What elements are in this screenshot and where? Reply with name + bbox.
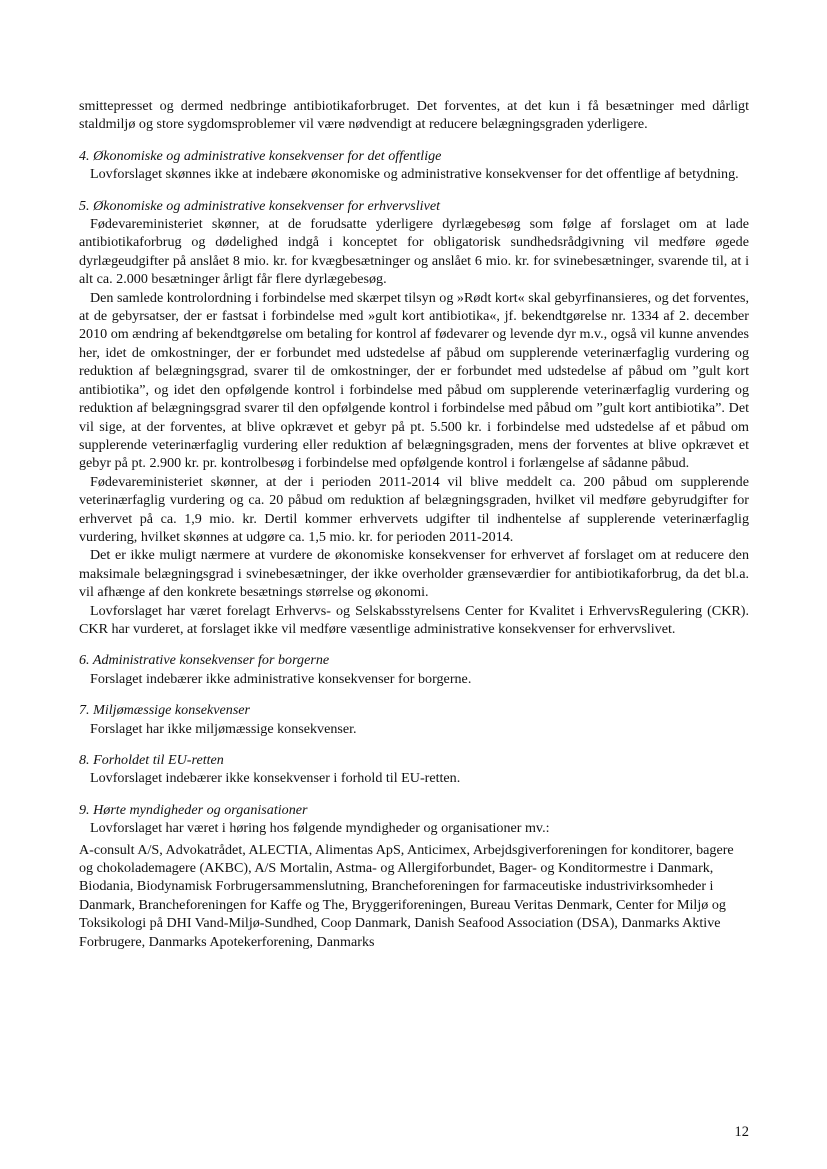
section-6-paragraph: Forslaget indebærer ikke administrative konsekvenser for borgerne.: [90, 670, 472, 687]
section-7-paragraph: Forslaget har ikke miljømæssige konsekvenser.: [90, 720, 357, 737]
section-heading-9: 9. Hørte myndigheder og organisationer: [79, 801, 308, 818]
section-5-paragraph-3: Fødevareministeriet skønner, at der i perioden 2011-2014 vil blive meddelt ca. 200 påbud om supplerende veterinærfaglig vurdering og ca. 20 påbud om reduktion af belægningsgraden, hvilket vil medføre gebyrudgifter for erhvervet på ca. 1,9 mio. kr. Dertil kommer erhvervets udgifter til indhentelse af supplerende veterinærfaglig vurdering, hvilket skønnes at udgøre ca. 1,5 mio. kr. for perioden 2011-2014.: [79, 473, 749, 545]
section-heading-6: 6. Administrative konsekvenser for borgerne: [79, 652, 330, 669]
intro-paragraph: smittepresset og dermed nedbringe antibiotikaforbruget. Det forventes, at det kun i få besætninger med dårligt staldmiljø og store sygdomsproblemer vil være nødvendigt at reducere belægningsgraden yderligere.: [79, 98, 749, 133]
section-heading-4: 4. Økonomiske og administrative konsekvenser for det offentlige: [79, 147, 442, 164]
section-4-paragraph: Lovforslaget skønnes ikke at indebære økonomiske og administrative konsekvenser for det offentlige af betydning.: [90, 166, 739, 183]
document-page: [79, 97, 749, 951]
section-5-paragraph-5: Lovforslaget har været forelagt Erhvervs- og Selskabsstyrelsens Center for Kvalitet i ErhvervsRegulering (CKR). CKR har vurderet, at forslaget ikke vil medføre væsentlige administrative konsekvenser for erhvervslivet.: [79, 602, 749, 637]
section-5-paragraph-1: Fødevareministeriet skønner, at de forudsatte yderligere dyrlægebesøg som følge af forslaget om at lade antibiotikaforbrug og dødelighed indgå i konceptet for obligatorisk sundhedsrådgivning vil medføre øgede dyrlægeudgifter på anslået 8 mio. kr. for kvægbesætninger og anslået 6 mio. kr. for svinebesætninger, svarende til, at i alt ca. 2.000 besætninger årligt får flere dyrlægebesøg.: [79, 216, 749, 288]
section-heading-5: 5. Økonomiske og administrative konsekvenser for erhvervslivet: [79, 197, 440, 214]
section-heading-8: 8. Forholdet til EU-retten: [79, 752, 224, 768]
page-number: 12: [734, 1124, 749, 1140]
section-5-paragraph-4: Det er ikke muligt nærmere at vurdere de økonomiske konsekvenser for erhvervet af forslaget om at reducere den maksimale belægningsgrad i svinebesætninger, der ikke overholder grænseværdier for antibiotikaforbrug, da det bl.a. vil afhænge af den konkrete besætnings størrelse og økonomi.: [79, 547, 749, 601]
section-5-paragraph-2: Den samlede kontrolordning i forbindelse med skærpet tilsyn og »Rødt kort« skal gebyrfinansieres, og det forventes, at de gebyrsatser, der er fastsat i forbindelse med »gult kort antibiotika«, jf. bekendtgørelse nr. 1334 af 2. december 2010 om ændring af bekendtgørelse om betaling for kontrol af fødevarer og levende dyr m.v., også vil kunne anvendes her, idet de omkostninger, der er forbundet med udstedelse af påbud om supplerende veterinærfaglig vurdering og reduktion af belægningsgrad, svarer til de omkostninger, der er forbundet med udstedelse af påbud om ”gult kort antibiotika”, og idet den opfølgende kontrol i forbindelse med påbud om supplerende veterinærfaglig vurdering og reduktion af belægningsgrad svarer til den opfølgende kontrol i forbindelse med påbud om ”gult kort antibiotika”. Det vil sige, at der forventes, at blive opkrævet et gebyr på pt. 5.500 kr. i forbindelse med udstedelse af et påbud om supplerende veterinærfaglig vurdering eller reduktion af belægningsgraden, mens der forventes at blive opkrævet et gebyr på pt. 2.900 kr. pr. kontrolbesøg i forbindelse med opfølgende kontrol i forlængelse af sådanne påbud.: [79, 289, 749, 472]
consulted-organisations-list: A-consult A/S, Advokatrådet, ALECTIA, Alimentas ApS, Anticimex, Arbejdsgiverforeningen for konditorer, bagere og chokolademagere (AKBC), A/S Mortalin, Astma- og Allergiforbundet, Bager- og Konditormestre i Danmark, Biodania, Biodynamisk Forbrugersammenslutning, Brancheforeningen for farmaceutiske industrivirksomheder i Danmark, Brancheforeningen for Kaffe og The, Bryggeriforeningen, Bureau Veritas Denmark, Center for Miljø og Toksikologi på DHI Vand-Miljø-Sundhed, Coop Danmark, Danish Seafood Association (DSA), Danmarks Aktive Forbrugere, Danmarks Apotekerforening, Danmarks: [79, 841, 734, 950]
section-8-paragraph: Lovforslaget indebærer ikke konsekvenser i forhold til EU-retten.: [90, 770, 461, 787]
section-heading-7: 7. Miljømæssige konsekvenser: [79, 702, 251, 719]
section-9-paragraph: Lovforslaget har været i høring hos følgende myndigheder og organisationer mv.:: [90, 820, 550, 837]
